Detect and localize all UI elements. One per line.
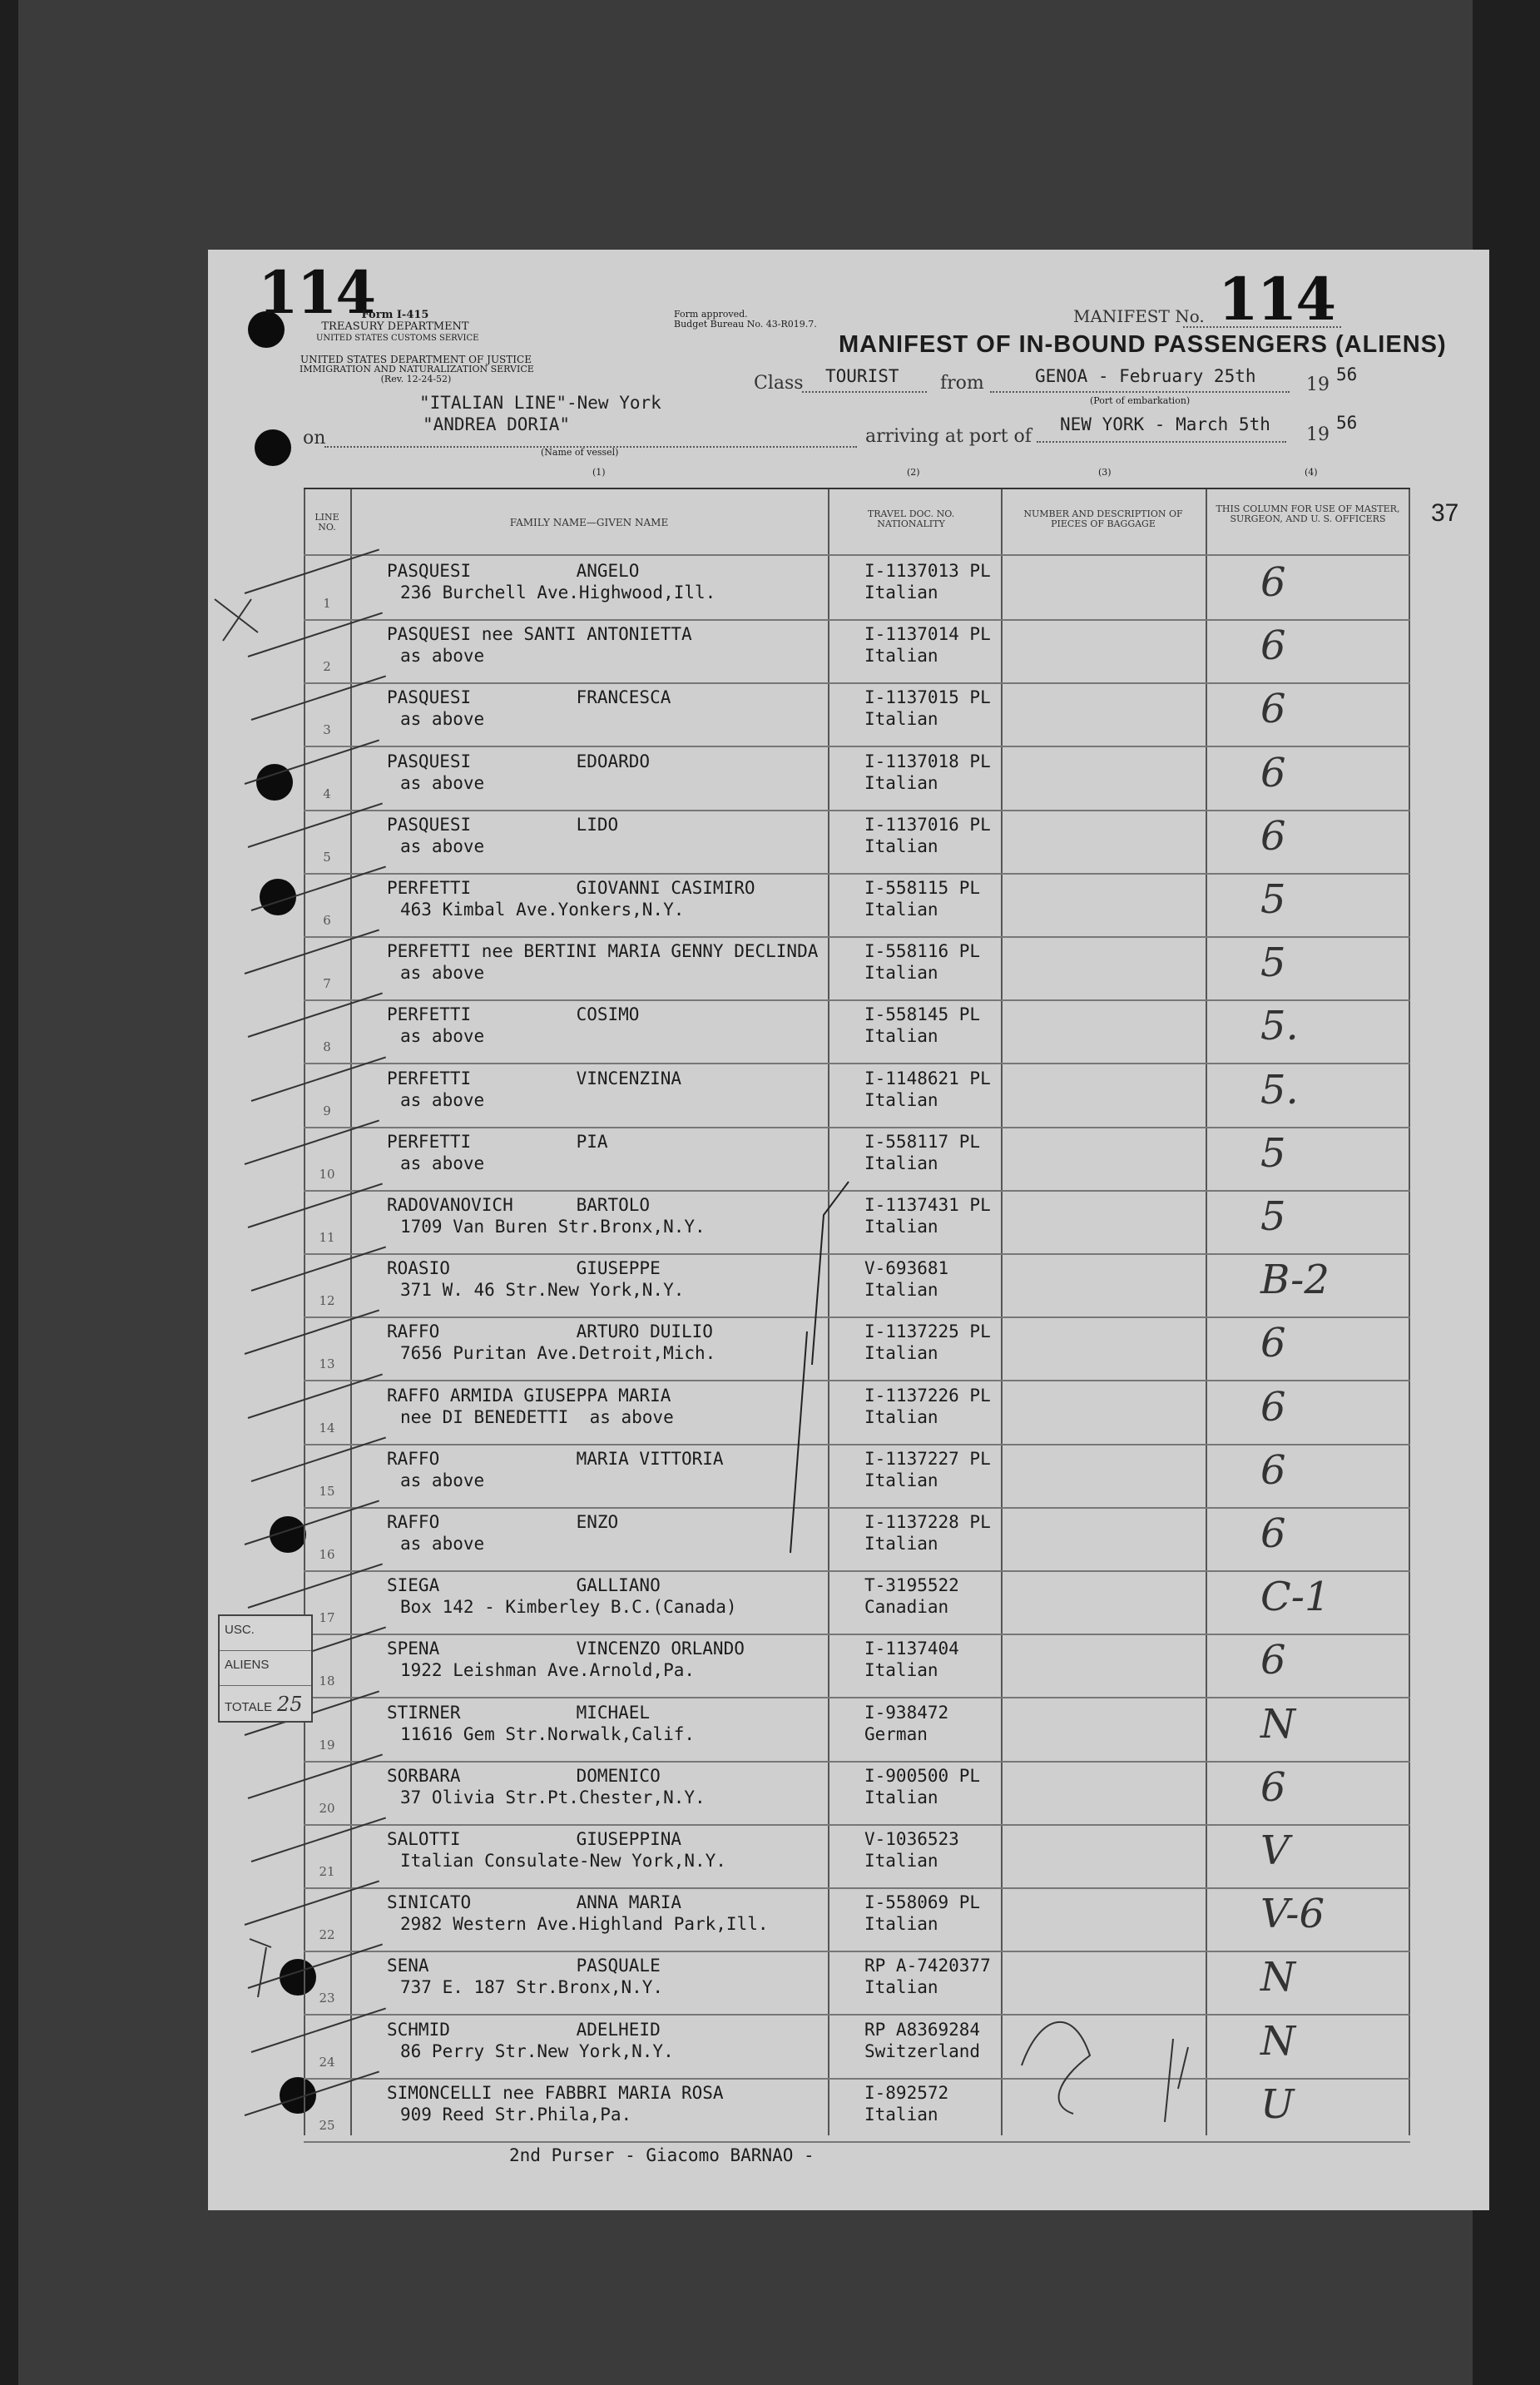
- passenger-name: RAFFO MARIA VITTORIA: [387, 1448, 724, 1469]
- passenger-name: PASQUESI nee SANTI ANTONIETTA: [387, 624, 692, 645]
- nationality: Italian: [864, 772, 938, 793]
- travel-doc-number: I-558116 PL: [864, 941, 981, 962]
- passenger-address: as above: [400, 1534, 485, 1554]
- tally-usc-label: USC.: [225, 1623, 255, 1637]
- travel-doc-number: I-1137225 PL: [864, 1321, 991, 1342]
- year-arrive: 56: [1336, 413, 1358, 433]
- passenger-address: as above: [400, 963, 485, 984]
- line-number: 13: [319, 1356, 335, 1372]
- travel-doc-number: T-3195522: [864, 1575, 959, 1596]
- passenger-address: 37 Olivia Str.Pt.Chester,N.Y.: [400, 1787, 706, 1807]
- stamp-number-right: 114: [1218, 265, 1335, 334]
- travel-doc-number: I-900500 PL: [864, 1765, 981, 1786]
- form-approved: Form approved.: [674, 309, 748, 320]
- passenger-name: PASQUESI EDOARDO: [387, 751, 651, 771]
- page-number: 37: [1431, 499, 1459, 527]
- officer-mark: C-1: [1260, 1574, 1330, 1621]
- passenger-name: RADOVANOVICH BARTOLO: [387, 1195, 651, 1215]
- passenger-name: SPENA VINCENZO ORLANDO: [387, 1639, 745, 1659]
- officer-mark: 6: [1260, 1383, 1286, 1431]
- name-of-vessel-caption: (Name of vessel): [541, 447, 619, 458]
- line-number: 14: [319, 1420, 335, 1435]
- nationality: Italian: [864, 1534, 938, 1554]
- ins-service: IMMIGRATION AND NATURALIZATION SERVICE: [300, 364, 534, 374]
- passenger-name: RAFFO ENZO: [387, 1512, 619, 1532]
- travel-doc-number: I-558117 PL: [864, 1131, 981, 1152]
- nationality: Italian: [864, 709, 938, 730]
- passenger-name: STIRNER MICHAEL: [387, 1702, 651, 1723]
- travel-doc-number: I-1137226 PL: [864, 1385, 991, 1406]
- header-baggage: NUMBER AND DESCRIPTION OF PIECES OF BAGGAGE: [1023, 508, 1183, 529]
- line-number: 23: [319, 1991, 335, 2006]
- nationality: Italian: [864, 1026, 938, 1047]
- travel-doc-number: I-1137228 PL: [864, 1512, 991, 1532]
- tally-aliens-label: ALIENS: [225, 1658, 270, 1672]
- line-name: "ITALIAN LINE"-New York: [419, 393, 661, 413]
- line-number: 3: [323, 722, 331, 738]
- on-label: on: [303, 428, 326, 449]
- officer-mark: 5: [1260, 940, 1286, 987]
- officer-mark: V: [1260, 1827, 1290, 1874]
- travel-doc-number: V-693681: [864, 1258, 949, 1279]
- passenger-name: SORBARA DOMENICO: [387, 1765, 661, 1786]
- passenger-name: SALOTTI GIUSEPPINA: [387, 1829, 682, 1849]
- line-number: 18: [319, 1673, 335, 1689]
- travel-doc-number: I-1137015 PL: [864, 687, 991, 708]
- officer-mark: 5.: [1260, 1003, 1299, 1050]
- nationality: German: [864, 1723, 928, 1744]
- officer-mark: 6: [1260, 812, 1286, 860]
- line-number: 7: [323, 976, 331, 992]
- travel-doc-number: I-1137016 PL: [864, 814, 991, 835]
- passenger-address: as above: [400, 1089, 485, 1110]
- officer-mark: 6: [1260, 1637, 1286, 1684]
- passenger-address: Italian Consulate-New York,N.Y.: [400, 1851, 726, 1871]
- nationality: Switzerland: [864, 2040, 981, 2061]
- passenger-name: SIMONCELLI nee FABBRI MARIA ROSA: [387, 2082, 724, 2103]
- stamp-number-left: 114: [258, 258, 375, 327]
- nationality: Canadian: [864, 1597, 949, 1618]
- nationality: Italian: [864, 835, 938, 856]
- passenger-name: PASQUESI FRANCESCA: [387, 687, 671, 708]
- line-number: 8: [323, 1039, 331, 1055]
- travel-doc-number: I-938472: [864, 1702, 949, 1723]
- travel-doc-number: I-1137404: [864, 1639, 959, 1659]
- line-number: 4: [323, 786, 331, 801]
- passenger-address: as above: [400, 1470, 485, 1490]
- passenger-address: Box 142 - Kimberley B.C.(Canada): [400, 1597, 737, 1618]
- manifest-sheet: [208, 250, 1489, 2210]
- col-num-1: (1): [592, 467, 606, 478]
- nationality: Italian: [864, 1851, 938, 1871]
- passenger-name: PASQUESI ANGELO: [387, 561, 640, 581]
- passenger-name: PERFETTI nee BERTINI MARIA GENNY DECLINDA: [387, 941, 819, 962]
- passenger-name: PERFETTI PIA: [387, 1131, 608, 1152]
- line-number: 10: [319, 1166, 335, 1182]
- tally-total-value: 25: [276, 1693, 303, 1716]
- from-label: from: [940, 373, 984, 394]
- passenger-address: 371 W. 46 Str.New York,N.Y.: [400, 1280, 685, 1301]
- officer-mark: N: [1260, 1954, 1295, 2001]
- class-value: TOURIST: [825, 366, 899, 386]
- nationality: Italian: [864, 1787, 938, 1807]
- year-prefix-from: 19: [1306, 374, 1330, 395]
- travel-doc-number: I-1137018 PL: [864, 751, 991, 771]
- officer-mark: 6: [1260, 1446, 1286, 1494]
- nationality: Italian: [864, 646, 938, 667]
- officer-mark: B-2: [1260, 1257, 1330, 1304]
- nationality: Italian: [864, 2104, 938, 2125]
- travel-doc-number: I-558115 PL: [864, 878, 981, 898]
- col-num-2: (2): [907, 467, 920, 478]
- line-number: 1: [323, 596, 331, 611]
- vessel-name: "ANDREA DORIA": [423, 414, 571, 434]
- header-line-no: LINE NO.: [314, 512, 339, 533]
- officer-mark: 6: [1260, 749, 1286, 796]
- header-doc: TRAVEL DOC. NO. NATIONALITY: [867, 508, 955, 529]
- line-number: 20: [319, 1800, 335, 1816]
- passenger-name: SINICATO ANNA MARIA: [387, 1892, 682, 1913]
- line-number: 15: [319, 1483, 335, 1499]
- nationality: Italian: [864, 1914, 938, 1935]
- line-number: 6: [323, 913, 331, 928]
- passenger-address: 86 Perry Str.New York,N.Y.: [400, 2040, 674, 2061]
- nationality: Italian: [864, 1406, 938, 1427]
- passenger-address: 11616 Gem Str.Norwalk,Calif.: [400, 1723, 696, 1744]
- arriving-value: NEW YORK - March 5th: [1060, 414, 1270, 434]
- nationality: Italian: [864, 1217, 938, 1237]
- passenger-name: SENA PASQUALE: [387, 1956, 661, 1976]
- passenger-address: 236 Burchell Ave.Highwood,Ill.: [400, 583, 716, 602]
- travel-doc-number: RP A8369284: [864, 2019, 981, 2040]
- travel-doc-number: RP A-7420377: [864, 1956, 991, 1976]
- nationality: Italian: [864, 1470, 938, 1490]
- justice-dept: UNITED STATES DEPARTMENT OF JUSTICE: [300, 354, 532, 365]
- passenger-address: 1922 Leishman Ave.Arnold,Pa.: [400, 1660, 696, 1681]
- travel-doc-number: I-1137013 PL: [864, 561, 991, 581]
- col-num-3: (3): [1098, 467, 1112, 478]
- line-number: 21: [319, 1864, 335, 1879]
- officer-mark: N: [1260, 1700, 1295, 1748]
- form-number: Form I-415: [361, 309, 429, 321]
- manifest-title: MANIFEST OF IN-BOUND PASSENGERS (ALIENS): [839, 331, 1447, 358]
- travel-doc-number: I-1148621 PL: [864, 1068, 991, 1088]
- line-number: 12: [319, 1293, 335, 1309]
- year-from: 56: [1336, 364, 1358, 384]
- nationality: Italian: [864, 900, 938, 920]
- passenger-address: as above: [400, 772, 485, 793]
- passenger-address: nee DI BENEDETTI as above: [400, 1406, 674, 1427]
- officer-mark: V-6: [1260, 1891, 1325, 1938]
- line-number: 2: [323, 659, 331, 675]
- officer-mark: N: [1260, 2017, 1295, 2065]
- officer-mark: 5.: [1260, 1066, 1299, 1113]
- travel-doc-number: I-1137431 PL: [864, 1195, 991, 1215]
- travel-doc-number: I-558145 PL: [864, 1004, 981, 1025]
- nationality: Italian: [864, 1977, 938, 1998]
- line-number: 11: [319, 1230, 335, 1245]
- passenger-name: PERFETTI VINCENZINA: [387, 1068, 682, 1088]
- nationality: Italian: [864, 1660, 938, 1681]
- line-number: 5: [323, 849, 331, 865]
- officer-mark: 5: [1260, 1129, 1286, 1177]
- passenger-name: SCHMID ADELHEID: [387, 2019, 661, 2040]
- passenger-name: ROASIO GIUSEPPE: [387, 1258, 661, 1279]
- officer-mark: 6: [1260, 1763, 1286, 1811]
- passenger-address: as above: [400, 709, 485, 730]
- nationality: Italian: [864, 1089, 938, 1110]
- officer-mark: 6: [1260, 559, 1286, 606]
- from-value: GENOA - February 25th: [1035, 366, 1256, 386]
- passenger-name: PERFETTI GIOVANNI CASIMIRO: [387, 878, 755, 898]
- nationality: Italian: [864, 583, 938, 602]
- passenger-address: as above: [400, 1026, 485, 1047]
- officer-mark: 6: [1260, 1320, 1286, 1367]
- passenger-name: PASQUESI LIDO: [387, 814, 619, 835]
- passenger-address: as above: [400, 1153, 485, 1173]
- treasury-dept: TREASURY DEPARTMENT: [321, 320, 469, 333]
- officer-mark: 5: [1260, 1193, 1286, 1240]
- passenger-address: 909 Reed Str.Phila,Pa.: [400, 2104, 632, 2125]
- arriving-label: arriving at port of: [865, 426, 1032, 447]
- class-label: Class: [754, 373, 804, 394]
- travel-doc-number: V-1036523: [864, 1829, 959, 1849]
- port-of-embarkation-caption: (Port of embarkation): [1090, 395, 1191, 406]
- passenger-address: 2982 Western Ave.Highland Park,Ill.: [400, 1914, 769, 1935]
- travel-doc-number: I-892572: [864, 2082, 949, 2103]
- customs-service: UNITED STATES CUSTOMS SERVICE: [316, 334, 479, 343]
- passenger-address: as above: [400, 646, 485, 667]
- passenger-address: 7656 Puritan Ave.Detroit,Mich.: [400, 1343, 716, 1364]
- line-number: 16: [319, 1547, 335, 1562]
- handwritten-annotations: [208, 250, 1489, 2210]
- passenger-name: PERFETTI COSIMO: [387, 1004, 640, 1025]
- col-num-4: (4): [1305, 467, 1318, 478]
- passenger-address: 737 E. 187 Str.Bronx,N.Y.: [400, 1977, 664, 1998]
- line-number: 17: [319, 1610, 335, 1626]
- travel-doc-number: I-1137227 PL: [864, 1448, 991, 1469]
- nationality: Italian: [864, 1343, 938, 1364]
- manifest-no-label: MANIFEST No.: [1073, 306, 1205, 326]
- line-number: 19: [319, 1737, 335, 1753]
- year-prefix-arrive: 19: [1306, 424, 1330, 445]
- nationality: Italian: [864, 1153, 938, 1173]
- purser-signature: 2nd Purser - Giacomo BARNAO -: [509, 2145, 815, 2165]
- officer-mark: 6: [1260, 1510, 1286, 1557]
- line-number: 24: [319, 2054, 335, 2070]
- officer-mark: 5: [1260, 876, 1286, 923]
- passenger-name: RAFFO ARTURO DUILIO: [387, 1321, 713, 1342]
- revision: (Rev. 12-24-52): [380, 374, 452, 384]
- budget-bureau: Budget Bureau No. 43-R019.7.: [674, 319, 817, 330]
- officer-mark: U: [1260, 2080, 1295, 2128]
- line-number: 22: [319, 1927, 335, 1943]
- nationality: Italian: [864, 963, 938, 984]
- header-name: FAMILY NAME—GIVEN NAME: [509, 517, 669, 528]
- passenger-address: as above: [400, 835, 485, 856]
- travel-doc-number: I-558069 PL: [864, 1892, 981, 1913]
- officer-mark: 6: [1260, 686, 1286, 733]
- line-number: 25: [319, 2117, 335, 2133]
- passenger-address: 1709 Van Buren Str.Bronx,N.Y.: [400, 1217, 706, 1237]
- header-officers: THIS COLUMN FOR USE OF MASTER, SURGEON, AND U. S. OFFICERS: [1216, 503, 1400, 524]
- travel-doc-number: I-1137014 PL: [864, 624, 991, 645]
- passenger-address: 463 Kimbal Ave.Yonkers,N.Y.: [400, 900, 685, 920]
- line-number: 9: [323, 1103, 331, 1118]
- officer-mark: 6: [1260, 622, 1286, 670]
- tally-total-label: TOTALE: [225, 1700, 272, 1714]
- nationality: Italian: [864, 1280, 938, 1301]
- passenger-name: RAFFO ARMIDA GIUSEPPA MARIA: [387, 1385, 671, 1406]
- passenger-name: SIEGA GALLIANO: [387, 1575, 661, 1596]
